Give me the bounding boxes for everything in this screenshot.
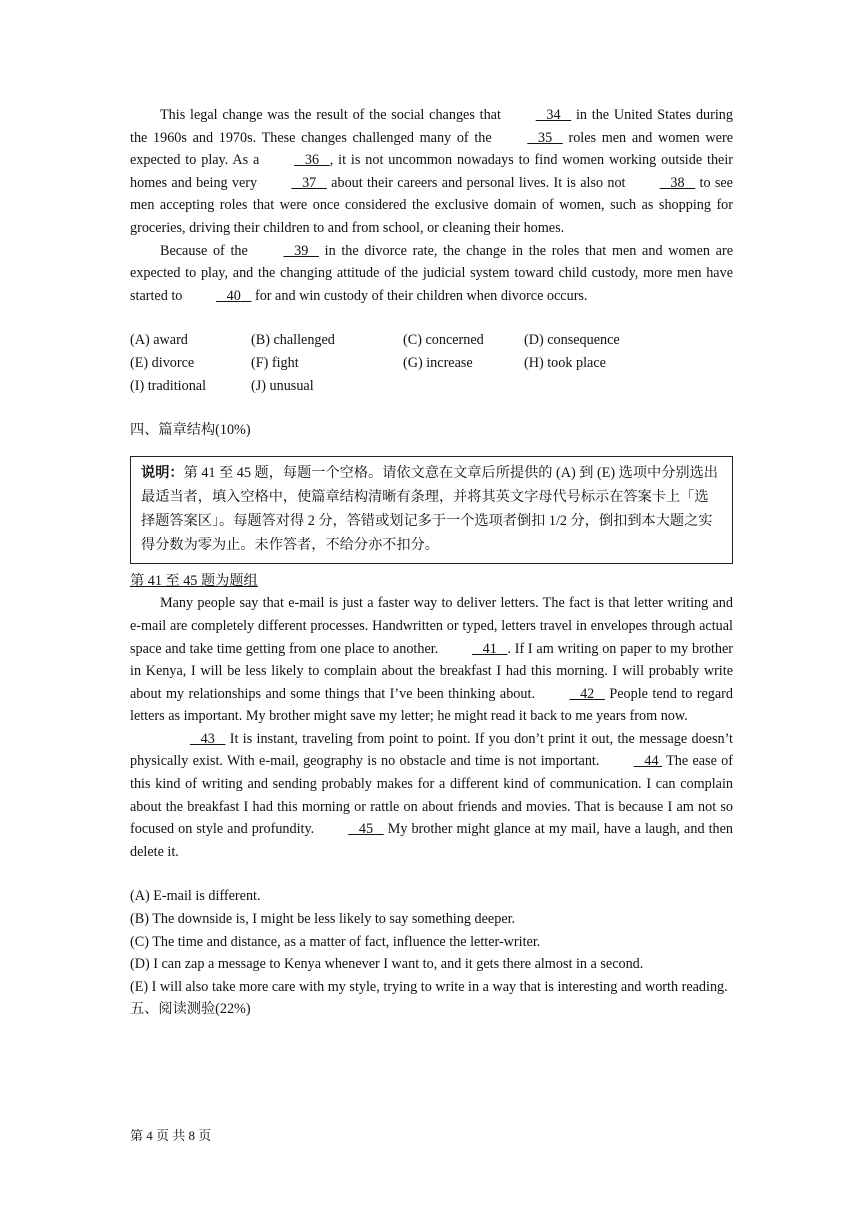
option-item: (D) consequence: [524, 332, 620, 349]
blank-43: 43: [200, 730, 215, 747]
option-item: (G) increase: [403, 354, 473, 371]
blank-34: 34: [546, 107, 561, 123]
option-item: (H) took place: [524, 354, 606, 371]
blank-40: 40: [226, 287, 241, 304]
option-item: (A) E-mail is different.: [130, 888, 261, 905]
option-item: (E) divorce: [130, 354, 195, 371]
blank-41: 41: [482, 640, 497, 657]
structure-options: [130, 885, 733, 998]
cloze-paragraph-2: Because of the 39 in the divorce rate, the change in the roles that men and women are expected to play, and the changing attitude of the judicial system toward child custody, more men have started to 40 for and win custody of their children when divorce occurs.: [130, 240, 733, 308]
option-item: (C) The time and distance, as a matter of fact, influence the letter-writer.: [130, 933, 541, 950]
option-item: (J) unusual: [251, 377, 314, 394]
blank-44: 44: [644, 753, 659, 770]
structure-paragraph-1: Many people say that e-mail is just a faster way to deliver letters. The fact is that letter writing and e-mail are completely different processes. Handwritten or typed, letters travel in envelopes through actual space and take time getting from one place to another. 41 . If I am writing on paper to my brother in Kenya, I will be less likely to complain about the breakfast I had this morning. I will probably write about my relationships and some things that I’ve been thinking about. 42 People tend to regard letters as important. My brother might save my letter; he might read it back to me years from now.: [130, 595, 733, 725]
section-title-5: 五、阅读测验(22%): [130, 1001, 251, 1018]
option-item: (D) I can zap a message to Kenya whenever I want to, and it gets there almost in a second.: [130, 956, 644, 973]
cloze-paragraph-1: This legal change was the result of the social changes that 34 in the United States during the 1960s and 1970s. These changes challenged many of the 35 roles men and women were expected to play. As a 36 , it is not uncommon nowadays to find women working outside their homes and being very 37 about their careers and personal lives. It is also not 38 to see men accepting roles that were once considered the exclusive domain of women, such as shopping for groceries, driving their children to and from school, or cleaning their homes.: [130, 104, 733, 240]
option-item: (B) challenged: [251, 332, 335, 349]
blank-36: 36: [304, 152, 320, 169]
group-title: 第 41 至 45 题为题组: [130, 572, 258, 589]
structure-paragraph-2: 43 It is instant, traveling from point to point. If you don’t print it out, the message doesn’t physically exist. With e-mail, geography is no obstacle and time is not important. 44 The ease of this kind of writing and sending probably makes for a different kind of communication. I can complain about the breakfast I had this morning or rattle on about friends and movies. That is because I am not so focused on style and profundity. 45 My brother might glance at my mail, have a laugh, and then delete it.: [130, 728, 733, 864]
blank-38: 38: [670, 174, 685, 191]
blank-37: 37: [302, 174, 317, 191]
blank-35: 35: [537, 129, 553, 146]
blank-45: 45: [358, 821, 374, 838]
option-item: (I) traditional: [130, 377, 207, 394]
page-footer: 第 4 页 共 8 页: [130, 1128, 212, 1143]
document-page: [130, 104, 733, 1021]
blank-42: 42: [580, 685, 595, 702]
note-label: 说明：: [141, 464, 184, 481]
option-item: (C) concerned: [403, 332, 484, 349]
section-title-4: 四、篇章结构(10%): [130, 422, 251, 439]
blank-39: 39: [294, 242, 309, 259]
option-item: (F) fight: [251, 354, 299, 371]
option-item: (B) The downside is, I might be less likely to say something deeper.: [130, 911, 516, 928]
note-text: 第 41 至 45 题，每题一个空格。请依文意在文章后所提供的 (A) 到 (E) 选项中分别选出最适当者，填入空格中，使篇章结构清晰有条理，并将其英文字母代号标示在答案卡上「选择题答案区」。每题答对得 2 分，答错或划记多于一个选项者倒扣 1/2 分，倒扣到本大题之实得分数为零为止。未作答者，不给分亦不扣分。: [141, 464, 718, 553]
option-item: (A) award: [130, 332, 188, 349]
cloze-options: [130, 329, 733, 397]
instructions-box: [130, 456, 733, 564]
option-item: (E) I will also take more care with my style, trying to write in a way that is interesting and worth reading.: [130, 978, 728, 995]
